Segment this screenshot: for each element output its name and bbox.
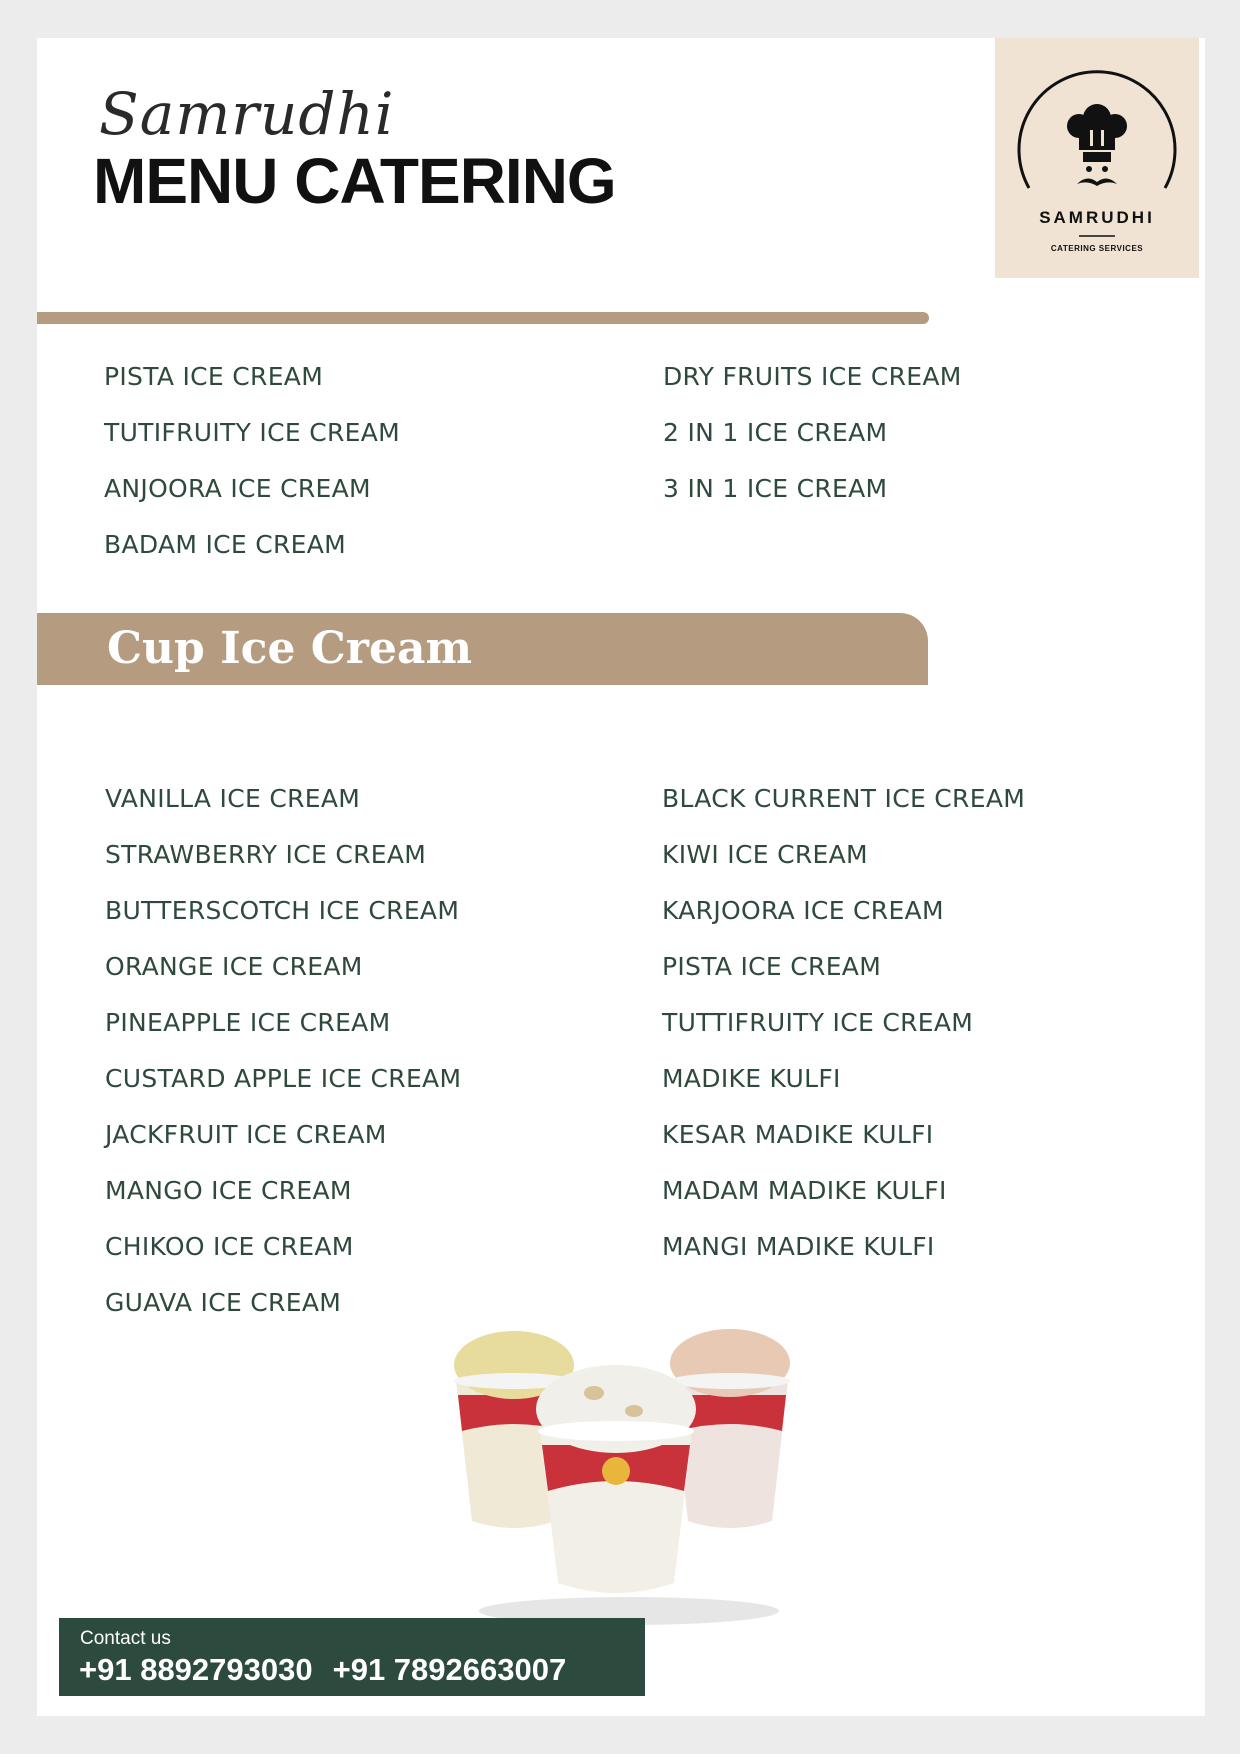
list-item: ANJOORA ICE CREAM [104, 474, 371, 503]
list-item: PISTA ICE CREAM [662, 952, 882, 981]
list-item: CHIKOO ICE CREAM [105, 1232, 354, 1261]
contact-box [59, 1618, 645, 1696]
menu-page [37, 38, 1205, 1716]
logo [995, 38, 1199, 278]
list-item: KIWI ICE CREAM [662, 840, 868, 869]
list-item: 3 IN 1 ICE CREAM [663, 474, 888, 503]
list-item: BLACK CURRENT ICE CREAM [662, 784, 1026, 813]
list-item: PISTA ICE CREAM [104, 362, 324, 391]
contact-phones [79, 1652, 566, 1688]
cup-list-right [662, 771, 1025, 1275]
list-item: KESAR MADIKE KULFI [662, 1120, 934, 1149]
phone-number-1[interactable]: +91 8892793030 [79, 1652, 313, 1687]
brand-script-title: Samrudhi [99, 80, 395, 148]
list-item: MADIKE KULFI [662, 1064, 841, 1093]
logo-subtitle: CATERING SERVICES [1050, 244, 1144, 253]
cup-list-left [105, 771, 461, 1331]
list-item: TUTIFRUITY ICE CREAM [104, 418, 400, 447]
list-item: STRAWBERRY ICE CREAM [105, 840, 427, 869]
page-title: MENU CATERING [93, 145, 616, 217]
list-item: MADAM MADIKE KULFI [662, 1176, 947, 1205]
phone-number-2[interactable]: +91 7892663007 [332, 1652, 567, 1687]
top-list-left [104, 349, 400, 573]
list-item: JACKFRUIT ICE CREAM [105, 1120, 387, 1149]
section-title: Cup Ice Cream [107, 623, 473, 674]
list-item: CUSTARD APPLE ICE CREAM [105, 1064, 462, 1093]
list-item: BADAM ICE CREAM [104, 530, 347, 559]
section-divider [37, 312, 929, 324]
contact-label: Contact us [80, 1628, 171, 1649]
list-item: BUTTERSCOTCH ICE CREAM [105, 896, 460, 925]
list-item: DRY FRUITS ICE CREAM [663, 362, 962, 391]
cup-section-banner [37, 613, 928, 685]
list-item: GUAVA ICE CREAM [105, 1288, 342, 1317]
chef-hat-icon [995, 38, 1199, 278]
list-item: MANGI MADIKE KULFI [662, 1232, 935, 1261]
list-item: KARJOORA ICE CREAM [662, 896, 944, 925]
list-item: VANILLA ICE CREAM [105, 784, 361, 813]
list-item: TUTTIFRUITY ICE CREAM [662, 1008, 974, 1037]
list-item: ORANGE ICE CREAM [105, 952, 363, 981]
list-item: PINEAPPLE ICE CREAM [105, 1008, 391, 1037]
logo-name: SAMRUDHI [1039, 208, 1155, 227]
list-item: 2 IN 1 ICE CREAM [663, 418, 888, 447]
top-list-right [663, 349, 962, 517]
ice-cream-cups-image [444, 1321, 814, 1631]
list-item: MANGO ICE CREAM [105, 1176, 352, 1205]
